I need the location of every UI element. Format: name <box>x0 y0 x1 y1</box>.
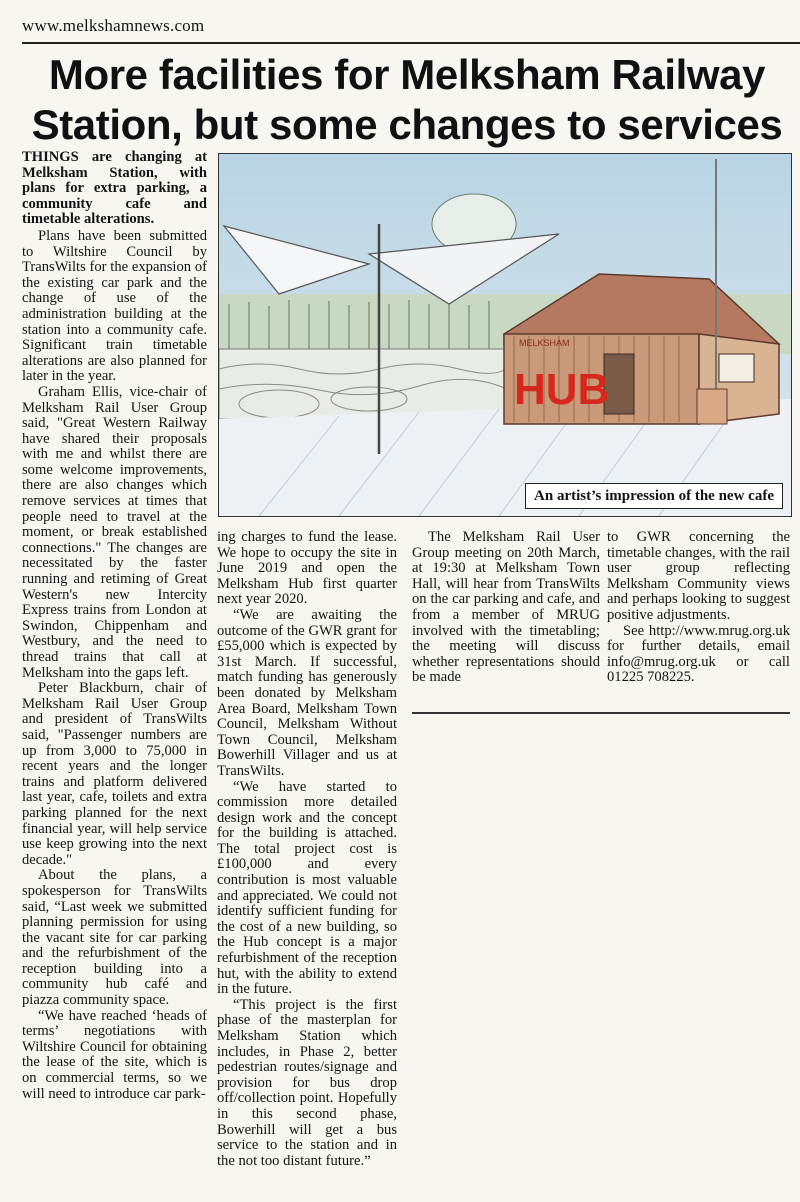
cafe-sketch <box>219 154 791 516</box>
headline: More facilities for Melksham Railway Station, but some changes to services <box>31 51 783 148</box>
header-rule <box>22 42 800 44</box>
article-column-2 <box>217 530 397 1169</box>
article-column-3 <box>412 530 600 686</box>
article-end-rule <box>412 712 790 714</box>
article-paragraph: Graham Ellis, vice-chair of Melksham Rail User Group said, "Great Western Railway have shared their proposals with me and whilst there are some welcome improvements, there are also changes which remove services at times that people need to travel at the moment, or break established connections." The changes are necessitated by the faster running and retiming of Great Western's new Intercity Express trains from London at Swindon, Chippenham and Westbury, and the need to thread trains that call at Melksham into the gaps left. <box>22 383 207 681</box>
article-paragraph: Plans have been submitted to Wiltshire Council by TransWilts for the expansion of the existing car park and the change of use of the administration building at the station into a community cafe. Significant train timetable alterations are also planned for later in the year. <box>22 227 207 385</box>
article-paragraph: Peter Blackburn, chair of Melksham Rail User Group and president of TransWilts said, "Passenger numbers are up from 3,000 to 75,000 in recent years and the longer trains and platform delivered last year, cafe, toilets and extra parking planned for the next financial year, will help service use keep growing into the next decade." <box>22 680 207 868</box>
article-lede: THINGS are changing at Melksham Station, with plans for extra parking, a community cafe and timetable alterations. <box>22 149 207 228</box>
photo-caption: An artist’s impression of the new cafe <box>525 483 783 509</box>
article-paragraph: “We have reached ‘heads of terms’ negotiations with Wiltshire Council for obtaining the lease of the site, which is on commercial terms, so we will need to introduce car park- <box>22 1007 207 1102</box>
article-paragraph: “We are awaiting the outcome of the GWR grant for £55,000 which is expected by 31st March. If successful, match funding has generously been donated by Melksham Area Board, Melksham Town Council, Melksham Without Town Council, Melksham Bowerhill Villager and us at TransWilts. <box>217 606 397 779</box>
hub-sign: HUB <box>514 365 610 414</box>
article-column-4 <box>607 530 790 686</box>
article-paragraph: About the plans, a spokesperson for TransWilts said, “Last week we submitted planning permission for using the vacant site for car parking and the refurbishment of the reception building into a community hub café and piazza community space. <box>22 867 207 1009</box>
article-paragraph: ing charges to fund the lease. We hope to occupy the site in June 2019 and open the Melksham Hub first quarter next year 2020. <box>217 529 397 608</box>
cafe-illustration <box>218 153 792 517</box>
hut-sign-small: MELKSHAM <box>519 338 570 348</box>
article-paragraph: “This project is the first phase of the masterplan for Melksham Station which includes, in Phase 2, better pedestrian routes/signage and provision for bus drop off/collection point. Hopefully in this second phase, Bowerhill will get a bus service to the station and in the not too distant future.” <box>217 996 397 1169</box>
website-url: www.melkshamnews.com <box>22 16 205 35</box>
article-column-1 <box>22 150 207 1102</box>
article-paragraph: to GWR concerning the timetable changes, with the rail user group reflecting Melksham Community views and perhaps looking to suggest positive adjustments. <box>607 529 790 623</box>
article-paragraph: “We have started to commission more detailed design work and the concept for the building is attached. The total project cost is £100,000 and every contribution is most valuable and appreciated. We could not identify sufficient funding for the cost of a new building, so the Hub concept is a major refurbishment of the reception hut, with the ability to extend in the future. <box>217 778 397 998</box>
article-paragraph: The Melksham Rail User Group meeting on 20th March, at 19:30 at Melksham Town Hall, will hear from TransWilts on the car parking and cafe, and from a member of MRUG involved with the timetabling; the meeting will discuss whether representations should be made <box>412 529 600 686</box>
article-paragraph: See http://www.mrug.org.uk for further details, email info@mrug.org.uk or call 01225 708225. <box>607 622 790 686</box>
